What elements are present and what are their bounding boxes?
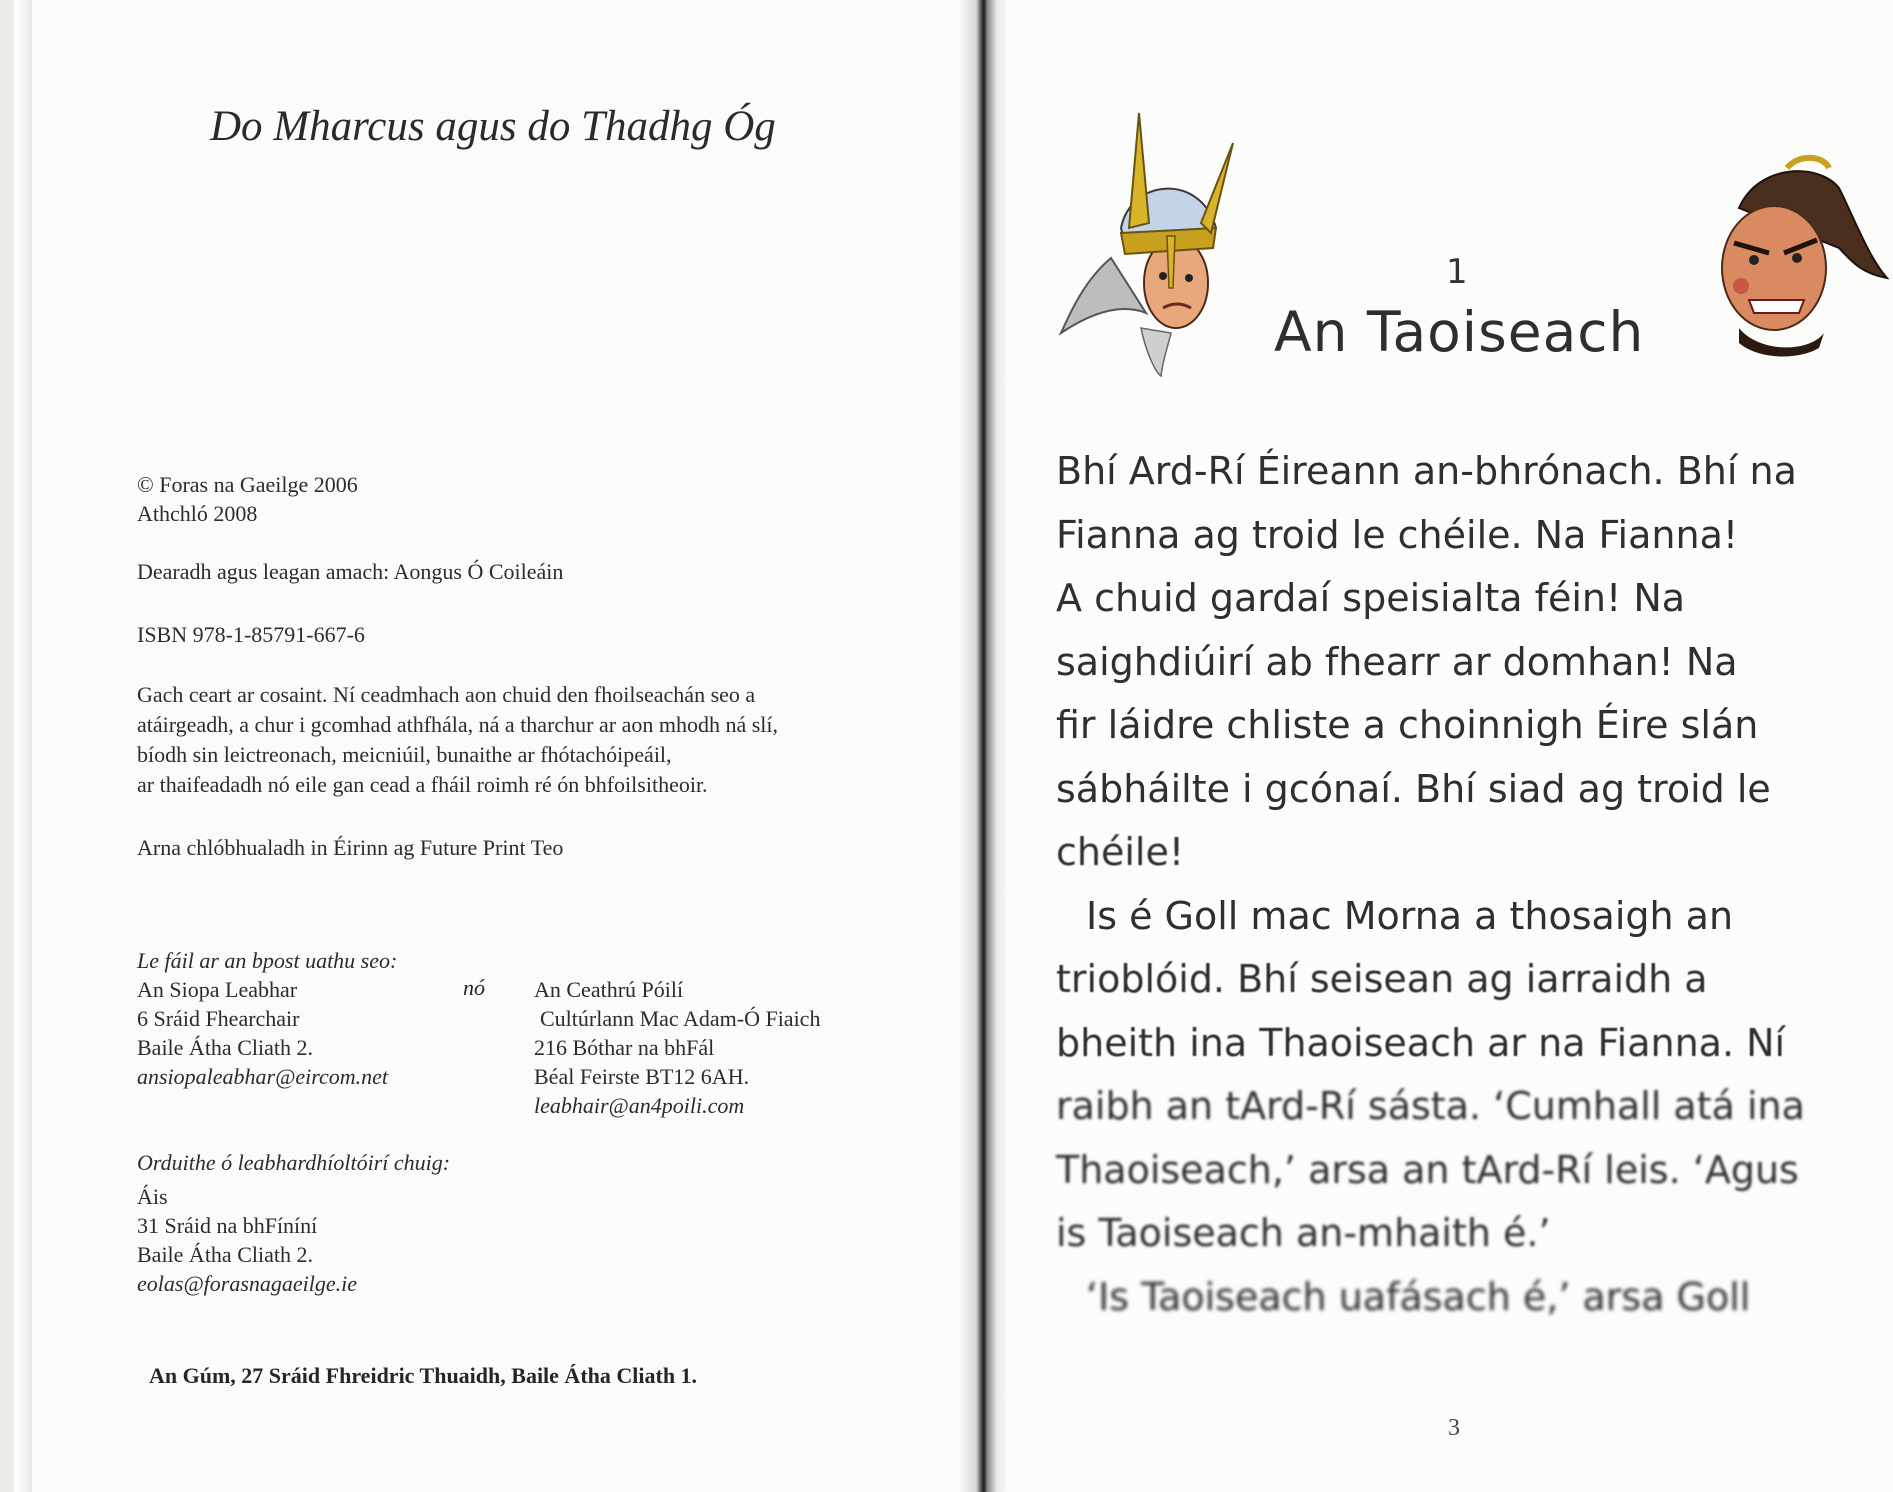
- page-edge: [14, 0, 32, 1492]
- distributor-city: Baile Átha Cliath 2.: [137, 1242, 313, 1267]
- chapter-title: An Taoiseach: [1274, 300, 1645, 364]
- story-line: is Taoiseach an-mhaith é.’: [1056, 1211, 1551, 1255]
- availability-label: Le fáil ar an bpost uathu seo:: [137, 948, 398, 973]
- story-line: sábháilte i gcónaí. Bhí siad ag troid le: [1056, 766, 1771, 811]
- distributor-email: eolas@forasnagaeilge.ie: [137, 1271, 358, 1296]
- shop1-city: Baile Átha Cliath 2.: [137, 1035, 313, 1060]
- story-line: fir láidre chliste a choinnigh Éire slán: [1056, 703, 1759, 747]
- book-gutter: [960, 0, 1006, 1492]
- story-line: chéile!: [1056, 830, 1185, 874]
- chapter-number: 1: [1446, 252, 1468, 292]
- dedication: Do Mharcus agus do Thadhg Óg: [210, 103, 776, 150]
- reprint-line: Athchló 2008: [137, 501, 258, 526]
- story-line: Bhí Ard-Rí Éireann an-bhrónach. Bhí na: [1056, 449, 1797, 493]
- angry-warrior-illustration: [1699, 148, 1889, 363]
- story-text: [1056, 440, 1876, 1329]
- shop1-block: [137, 946, 397, 1091]
- design-credit: Dearadh agus leagan amach: Aongus Ó Coileáin: [137, 559, 564, 584]
- isbn: ISBN 978-1-85791-667-6: [137, 622, 365, 647]
- page-number: 3: [1448, 1415, 1460, 1441]
- story-line: ‘Is Taoiseach uafásach é,’ arsa Goll: [1086, 1274, 1751, 1319]
- orders-label: Orduithe ó leabhardhíoltóirí chuig:: [137, 1150, 451, 1175]
- shop2-street: 216 Bóthar na bhFál: [534, 1035, 715, 1060]
- left-page: [14, 0, 964, 1492]
- shop2-block: [534, 975, 820, 1120]
- shop1-name: An Siopa Leabhar: [137, 977, 298, 1002]
- story-line: Thaoiseach,’ arsa an tArd-Rí leis. ‘Agus: [1056, 1147, 1799, 1192]
- story-line: trioblóid. Bhí seisean ag iarraidh a: [1056, 957, 1708, 1001]
- shop2-venue: Cultúrlann Mac Adam-Ó Fiaich: [540, 1006, 821, 1031]
- distributor-name: Áis: [137, 1184, 168, 1209]
- story-line: A chuid gardaí speisialta féin! Na: [1056, 576, 1686, 620]
- story-line: Is é Goll mac Morna a thosaigh an: [1086, 893, 1734, 938]
- distributor-street: 31 Sráid na bhFíníní: [137, 1213, 318, 1238]
- shop2-email: leabhair@an4poili.com: [534, 1093, 745, 1118]
- shop2-city: Béal Feirste BT12 6AH.: [534, 1064, 750, 1089]
- rights-line: atáirgeadh, a chur i gcomhad athfhála, ná a tharchur ar aon mhodh ná slí,: [137, 712, 779, 737]
- or-word: nó: [463, 975, 485, 1000]
- rights-line: Gach ceart ar cosaint. Ní ceadmhach aon chuid den fhoilseachán seo a: [137, 682, 756, 707]
- copyright-block: [137, 470, 358, 528]
- shop1-street: 6 Sráid Fhearchair: [137, 1006, 300, 1031]
- publisher-address: An Gúm, 27 Sráid Fhreidric Thuaidh, Baile Átha Cliath 1.: [149, 1363, 698, 1388]
- story-line: bheith ina Thaoiseach ar na Fianna. Ní: [1056, 1020, 1786, 1065]
- shop2-name: An Ceathrú Póilí: [534, 977, 684, 1002]
- distributor-block: [137, 1148, 450, 1298]
- rights-line: ar thaifeadadh nó eile gan cead a fháil roimh ré ón bhfoilsitheoir.: [137, 772, 708, 797]
- story-line: saighdiúirí ab fhearr ar domhan! Na: [1056, 639, 1738, 684]
- rights-line: bíodh sin leictreonach, meicniúil, bunaithe ar fhótachóipeáil,: [137, 742, 672, 767]
- shop1-email: ansiopaleabhar@eircom.net: [137, 1064, 389, 1089]
- story-line: Fianna ag troid le chéile. Na Fianna!: [1056, 512, 1739, 557]
- right-page: [1006, 0, 1893, 1492]
- helmeted-warrior-illustration: [1051, 108, 1241, 378]
- rights-notice: [137, 680, 778, 800]
- story-line: raibh an tArd-Rí sásta. ‘Cumhall atá ina: [1056, 1084, 1805, 1128]
- copyright-line: © Foras na Gaeilge 2006: [137, 472, 358, 497]
- printer-line: Arna chlóbhualadh in Éirinn ag Future Print Teo: [137, 835, 564, 860]
